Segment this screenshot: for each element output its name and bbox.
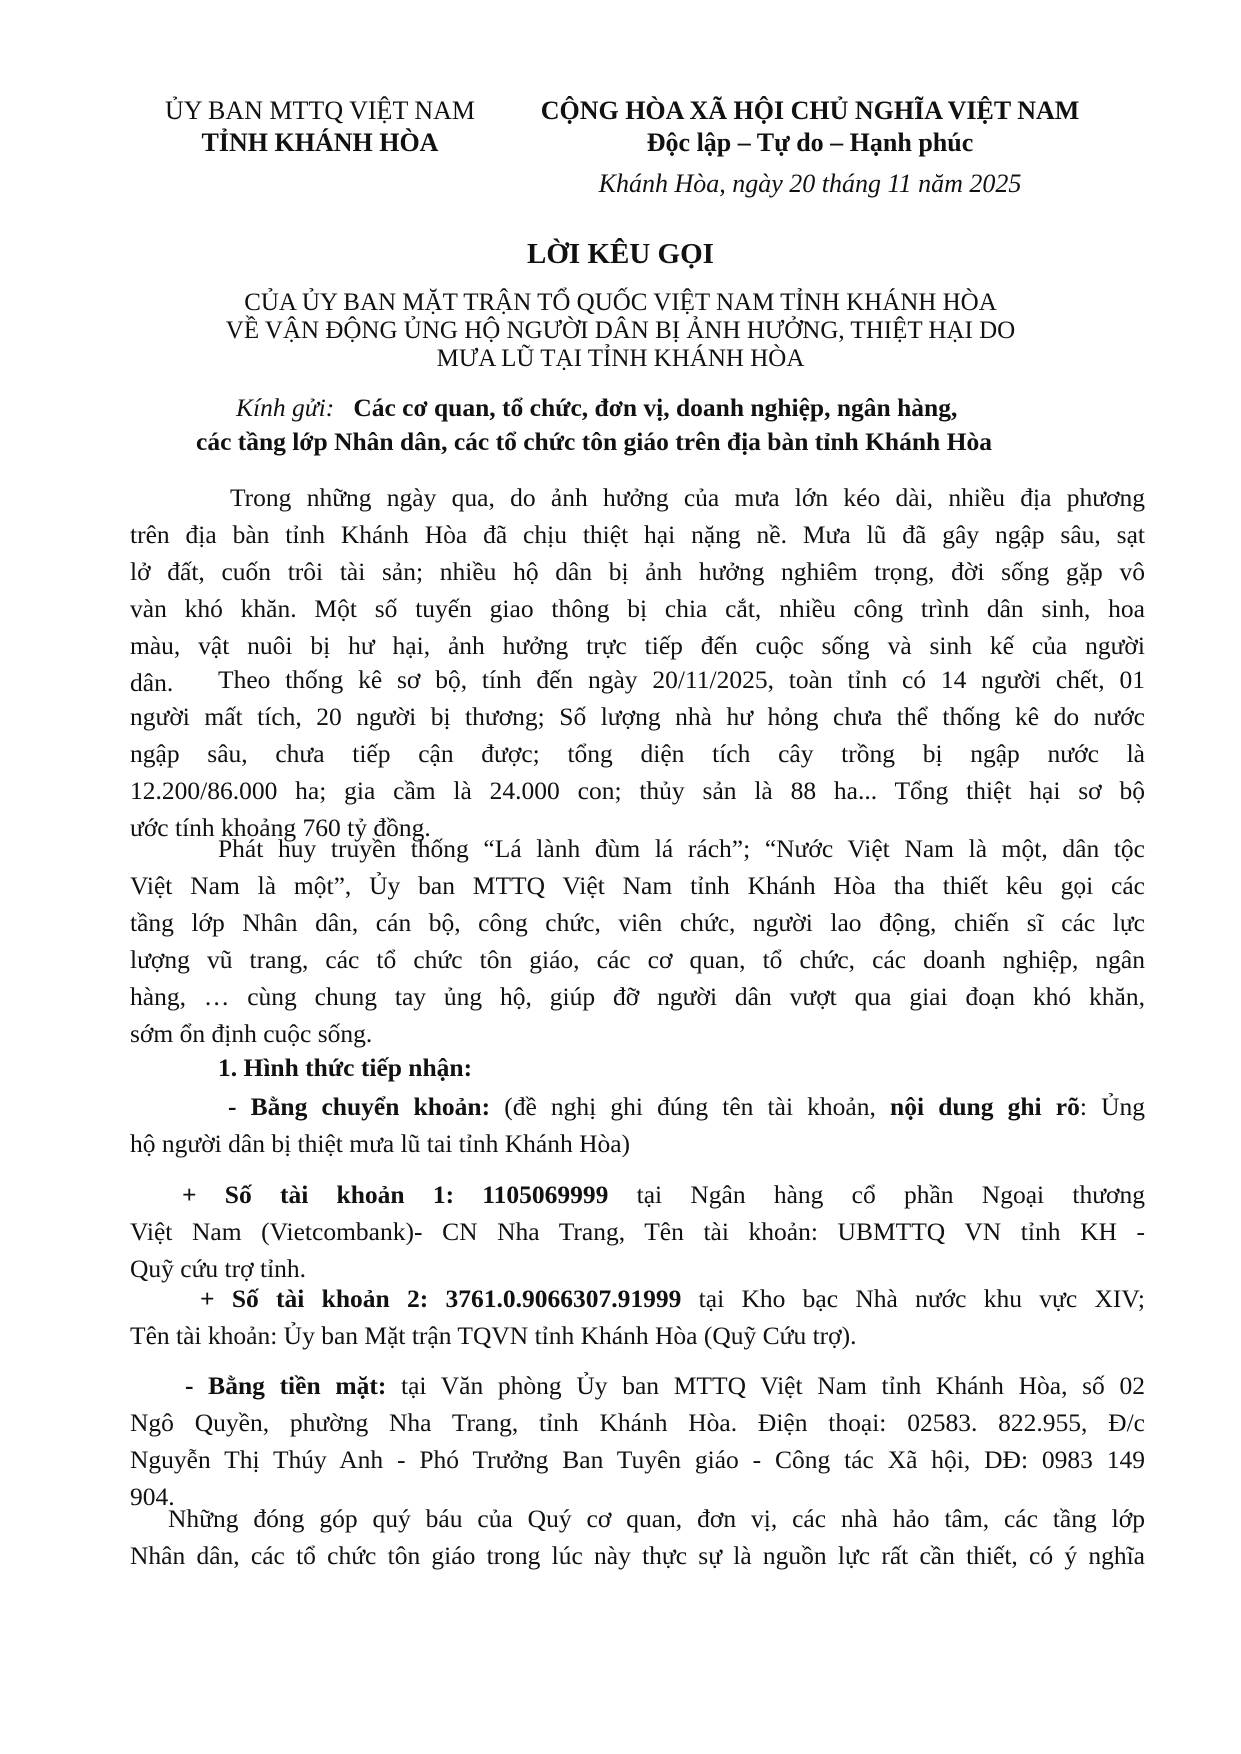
subtitle-line2: VỀ VẬN ĐỘNG ỦNG HỘ NGƯỜI DÂN BỊ ẢNH HƯỞNG, THIỆT HẠI DO <box>225 317 1016 344</box>
subtitle-line1: CỦA ỦY BAN MẶT TRẬN TỔ QUỐC VIỆT NAM TỈNH KHÁNH HÒA <box>244 289 997 316</box>
account-2-line1 <box>130 1280 1145 1317</box>
paragraph-line: ước tính khoảng 760 tỷ đồng. <box>130 813 431 842</box>
paragraph-line: ngập sâu, chưa tiếp cận được; tổng diện tích cây trồng bị ngập nước là <box>130 739 1145 768</box>
paragraph-line: màu, vật nuôi bị hư hại, ảnh hưởng trực tiếp đến cuộc sống và sinh kế của người <box>130 631 1145 660</box>
paragraph-line: dân. <box>130 668 174 697</box>
paragraph-line: Trong những ngày qua, do ảnh hưởng của mưa lớn kéo dài, nhiều địa phương <box>230 483 1145 512</box>
section-heading-receiving-methods: 1. Hình thức tiếp nhận: <box>218 1053 473 1082</box>
paragraph-appeal <box>130 830 1145 1052</box>
recipients-label: Kính gửi: <box>236 393 335 422</box>
account-1-number: + Số tài khoản 1: 1105069999 <box>182 1180 609 1209</box>
document-title: LỜI KÊU GỌI <box>527 238 714 270</box>
transfer-line1 <box>130 1088 1145 1125</box>
paragraph-line: tầng lớp Nhân dân, cán bộ, công chức, viên chức, người lao động, chiến sĩ các lực <box>130 908 1145 937</box>
paragraph-line: sớm ổn định cuộc sống. <box>130 1019 373 1048</box>
transfer-line2: hộ người dân bị thiệt mưa lũ tai tỉnh Khánh Hòa) <box>130 1129 631 1158</box>
paragraph-line: Theo thống kê sơ bộ, tính đến ngày 20/11/2025, toàn tỉnh có 14 người chết, 01 <box>218 665 1145 694</box>
paragraph-line: lượng vũ trang, các tổ chức tôn giáo, các cơ quan, tổ chức, các doanh nghiệp, ngân <box>130 945 1145 974</box>
transfer-text: (đề nghị ghi đúng tên tài khoản, <box>490 1092 891 1121</box>
cash-line4: 904. <box>130 1482 175 1511</box>
paragraph-line: vàn khó khăn. Một số tuyến giao thông bị chia cắt, nhiều công trình dân sinh, hoa <box>130 594 1145 623</box>
org-name-line2: TỈNH KHÁNH HÒA <box>201 128 439 157</box>
paragraph-line: Phát huy truyền thống “Lá lành đùm lá rách”; “Nước Việt Nam là một, dân tộc <box>218 834 1145 863</box>
recipients-line1 <box>236 393 957 423</box>
paragraph-line: trên địa bàn tỉnh Khánh Hòa đã chịu thiệt hại nặng nề. Mưa lũ đã gây ngập sâu, sạt <box>130 520 1145 549</box>
cash-line1 <box>130 1367 1145 1404</box>
account-1-block <box>130 1176 1145 1287</box>
account-1-text: tại Ngân hàng cổ phần Ngoại thương <box>608 1180 1146 1209</box>
cash-line3: Nguyễn Thị Thúy Anh - Phó Trưởng Ban Tuyên giáo - Công tác Xã hội, DĐ: 0983 149 <box>130 1445 1145 1474</box>
cash-text: tại Văn phòng Ủy ban MTTQ Việt Nam tỉnh Khánh Hòa, số 02 <box>386 1371 1146 1400</box>
paragraph-line: lở đất, cuốn trôi tài sản; nhiều hộ dân bị ảnh hưởng nghiêm trọng, đời sống gặp vô <box>130 557 1145 586</box>
paragraph-statistics <box>130 661 1145 846</box>
account-1-line1 <box>130 1176 1145 1213</box>
paragraph-line: hàng, … cùng chung tay ủng hộ, giúp đỡ người dân vượt qua giai đoạn khó khăn, <box>130 982 1145 1011</box>
nation-name: CỘNG HÒA XÃ HỘI CHỦ NGHĨA VIỆT NAM <box>540 96 1080 125</box>
cash-method <box>130 1367 1145 1515</box>
cash-label: - Bằng tiền mặt: <box>185 1371 387 1400</box>
transfer-label: - Bằng chuyển khoản: <box>228 1092 491 1121</box>
cash-line2: Ngô Quyền, phường Nha Trang, tỉnh Khánh Hòa. Điện thoại: 02583. 822.955, Đ/c <box>130 1408 1145 1437</box>
transfer-method <box>130 1088 1145 1162</box>
transfer-text: : Ủng <box>1079 1092 1145 1121</box>
paragraph-line: người mất tích, 20 người bị thương; Số lượng nhà hư hỏng chưa thể thống kê do nước <box>130 702 1145 731</box>
account-2-number: + Số tài khoản 2: 3761.0.9066307.91999 <box>200 1284 682 1313</box>
account-2-text: tại Kho bạc Nhà nước khu vực XIV; <box>681 1284 1145 1313</box>
paragraph-line: Nhân dân, các tổ chức tôn giáo trong lúc này thực sự là nguồn lực rất cần thiết, có ý nghĩa <box>130 1541 1145 1570</box>
recipients-text1: Các cơ quan, tổ chức, đơn vị, doanh nghiệp, ngân hàng, <box>353 393 958 422</box>
date-line: Khánh Hòa, ngày 20 tháng 11 năm 2025 <box>598 169 1022 198</box>
account-1-line2: Việt Nam (Vietcombank)- CN Nha Trang, Tên tài khoản: UBMTTQ VN tỉnh KH - <box>130 1217 1145 1246</box>
paragraph-line: Việt Nam là một”, Ủy ban MTTQ Việt Nam tỉnh Khánh Hòa tha thiết kêu gọi các <box>130 871 1145 900</box>
org-name-line1: ỦY BAN MTTQ VIỆT NAM <box>164 96 476 125</box>
account-1-line3: Quỹ cứu trợ tỉnh. <box>130 1254 307 1283</box>
subtitle-line3: MƯA LŨ TẠI TỈNH KHÁNH HÒA <box>436 345 805 372</box>
paragraph-line: 12.200/86.000 ha; gia cầm là 24.000 con; thủy sản là 88 ha... Tổng thiệt hại sơ bộ <box>130 776 1145 805</box>
recipients-line2: các tầng lớp Nhân dân, các tổ chức tôn giáo trên địa bàn tỉnh Khánh Hòa <box>196 427 992 456</box>
nation-motto: Độc lập – Tự do – Hạnh phúc <box>646 128 974 157</box>
paragraph-line: Những đóng góp quý báu của Quý cơ quan, đơn vị, các nhà hảo tâm, các tầng lớp <box>168 1504 1145 1533</box>
closing-paragraph <box>130 1500 1145 1574</box>
account-2-block <box>130 1280 1145 1354</box>
account-2-line2: Tên tài khoản: Ủy ban Mặt trận TQVN tỉnh Khánh Hòa (Quỹ Cứu trợ). <box>130 1321 857 1350</box>
transfer-content-label: nội dung ghi rõ <box>890 1092 1080 1121</box>
